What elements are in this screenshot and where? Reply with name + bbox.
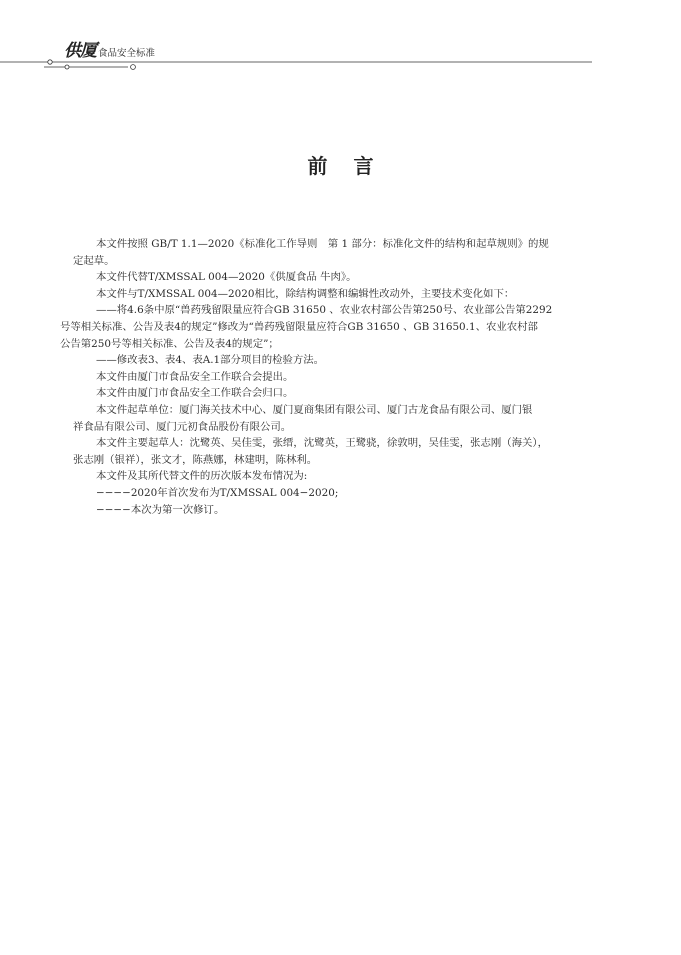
page-header	[0, 0, 681, 80]
page-title: 前言	[307, 154, 400, 178]
paragraph-line: −−−−本次为第一次修订。	[96, 503, 225, 516]
paragraph-line: 本文件与T/XMSSAL 004—2020相比，除结构调整和编辑性改动外，主要技术变化如下：	[96, 287, 515, 300]
paragraph-line: ——修改表3、表4、表A.1部分项目的检验方法。	[96, 354, 325, 367]
paragraph-line: 张志刚（银祥），张文才，陈燕娜，林建明，陈林利。	[73, 453, 318, 466]
document-body	[60, 236, 612, 518]
paragraph-line: 本文件由厦门市食品安全工作联合会归口。	[96, 387, 294, 400]
brand-logo	[64, 36, 155, 61]
paragraph-line: 号等相关标准、公告及表4的规定”修改为“兽药残留限量应符合GB 31650 、GB 31650.1、农业农村部	[60, 320, 538, 333]
paragraph-line: 祥食品有限公司、厦门元初食品股份有限公司。	[73, 420, 292, 433]
paragraph-line: 本文件代替T/XMSSAL 004—2020《供厦食品 牛肉》。	[96, 271, 357, 284]
paragraph-line: 公告第250号等相关标准、公告及表4的规定”；	[60, 337, 279, 350]
paragraph-line: ——将4.6条中原“兽药残留限量应符合GB 31650 、农业农村部公告第250号、农业部公告第2292	[96, 304, 553, 317]
paragraph-line: 本文件由厦门市食品安全工作联合会提出。	[96, 370, 294, 383]
brand-script: 供厦	[64, 41, 96, 61]
paragraph-line: −−−−2020年首次发布为T/XMSSAL 004−2020;	[96, 486, 339, 499]
paragraph-line: 本文件起草单位：厦门海关技术中心、厦门夏商集团有限公司、厦门古龙食品有限公司、厦门银	[96, 403, 533, 416]
paragraph-line: 本文件主要起草人：沈鹭英、吴佳雯，张缙，沈鹭英，王鹭骁，徐敦明，吴佳雯，张志刚（海关），	[96, 437, 548, 450]
brand-subtitle: 食品安全标准	[98, 48, 156, 59]
paragraph-line: 本文件按照 GB/T 1.1—2020《标准化工作导则 第 1 部分：标准化文件的结构和起草规则》的规	[96, 238, 549, 250]
paragraph-line: 本文件及其所代替文件的历次版本发布情况为:	[96, 470, 308, 483]
paragraph-line: 定起草。	[73, 254, 115, 267]
